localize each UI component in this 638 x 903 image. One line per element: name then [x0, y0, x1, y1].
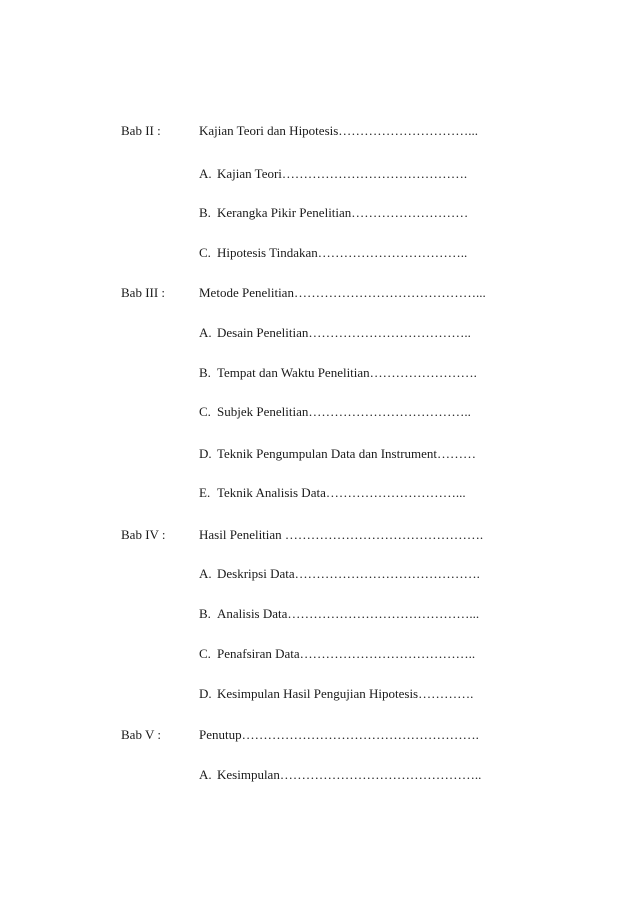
chapter-label: Bab V : [121, 727, 161, 742]
item-text: Penafsiran Data………………………………….. [217, 646, 476, 661]
item-text: Kajian Teori……………………………………. [217, 166, 468, 181]
chapter-title: Penutup………………………………………………. [199, 727, 479, 742]
chapter-title: Hasil Penelitian ………………………………………. [199, 527, 484, 542]
item-text: Analisis Data……………………………………... [217, 606, 480, 621]
chapter-title: Kajian Teori dan Hipotesis…………………………... [199, 123, 479, 138]
item-text: Kerangka Pikir Penelitian……………………… [217, 205, 469, 220]
item-text: Desain Penelitian……………………………….. [217, 325, 471, 340]
item-text: Teknik Analisis Data…………………………... [217, 485, 466, 500]
item-letter: B. [199, 205, 211, 220]
item-text: Teknik Pengumpulan Data dan Instrument……… [217, 446, 477, 461]
item-text: Kesimpulan Hasil Pengujian Hipotesis…………. [217, 686, 474, 701]
item-letter: B. [199, 365, 211, 380]
chapter-label: Bab IV : [121, 527, 166, 542]
item-letter: B. [199, 606, 211, 621]
item-letter: A. [199, 767, 212, 782]
item-letter: E. [199, 485, 211, 500]
item-letter: D. [199, 686, 212, 701]
item-letter: A. [199, 325, 212, 340]
chapter-label: Bab III : [121, 285, 166, 300]
item-text: Deskripsi Data……………………………………. [217, 566, 480, 581]
item-letter: A. [199, 166, 212, 181]
item-letter: C. [199, 245, 211, 260]
item-text: Tempat dan Waktu Penelitian……………………. [217, 365, 477, 380]
item-letter: D. [199, 446, 212, 461]
item-text: Kesimpulan……………………………………….. [217, 767, 482, 782]
chapter-label: Bab II : [121, 123, 161, 138]
item-text: Hipotesis Tindakan…………………………….. [217, 245, 468, 260]
item-letter: C. [199, 404, 211, 419]
item-letter: A. [199, 566, 212, 581]
item-letter: C. [199, 646, 211, 661]
chapter-title: Metode Penelitian……………………………………... [199, 285, 486, 300]
item-text: Subjek Penelitian……………………………….. [217, 404, 471, 419]
